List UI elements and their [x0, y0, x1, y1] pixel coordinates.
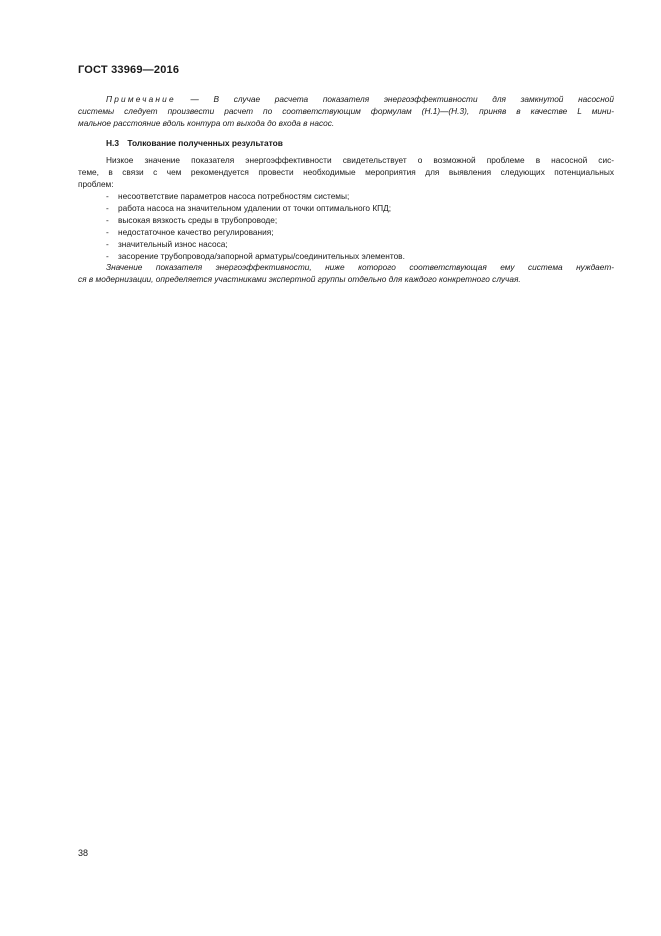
intro-paragraph [78, 155, 614, 190]
list-item [106, 238, 405, 250]
list-marker: - [106, 191, 109, 201]
note-block [78, 94, 614, 129]
page-number: 38 [78, 848, 89, 858]
closing-line-2: ся в модернизации, определяется участниками экспертной группы отдельно для каждого конкретного случая. [78, 273, 521, 284]
list-item [106, 202, 405, 214]
closing-paragraph [78, 262, 614, 286]
list-item [106, 190, 405, 202]
list-item-text: значительный износ насоса; [118, 239, 228, 249]
list-item [106, 250, 405, 262]
list-marker: - [106, 203, 109, 213]
list-item-text: работа насоса на значительном удалении от точки оптимального КПД; [118, 203, 392, 213]
list-item [106, 226, 405, 238]
list-item-text: недостаточное качество регулирования; [118, 227, 274, 237]
section-heading [106, 138, 283, 148]
paragraph-line-3: проблем: [78, 178, 114, 189]
list-marker: - [106, 215, 109, 225]
section-number: Н.3 [106, 138, 120, 148]
list-item-text: высокая вязкость среды в трубопроводе; [118, 215, 278, 225]
list-marker: - [106, 227, 109, 237]
document-header: ГОСТ 33969—2016 [78, 64, 180, 76]
note-line-2: системы следует произвести расчет по соответствующим формулам (Н.1)—(Н.3), приняв в качестве L мини- [78, 105, 614, 116]
list-marker: - [106, 239, 109, 249]
note-text-1: — В случае расчета показателя энергоэффективности для замкнутой насосной [190, 94, 614, 104]
note-line-1 [78, 94, 614, 106]
list-item-text: несоответствие параметров насоса потребностям системы; [118, 191, 350, 201]
section-title: Толкование полученных результатов [127, 138, 283, 148]
note-label: Примечание [106, 94, 176, 104]
list-item [106, 214, 405, 226]
list-item-text: засорение трубопровода/запорной арматуры/соединительных элементов. [118, 251, 405, 261]
problem-list [106, 190, 405, 262]
paragraph-line-2: теме, в связи с чем рекомендуется провести необходимые мероприятия для выявления следующих потенциальных [78, 166, 614, 177]
paragraph-line-1: Низкое значение показателя энергоэффективности свидетельствует о возможной проблеме в насосной сис- [106, 155, 614, 165]
closing-line-1: Значение показателя энергоэффективности, ниже которого соответствующая ему система нуждает- [106, 262, 614, 272]
list-marker: - [106, 251, 109, 261]
note-line-3: мальное расстояние вдоль контура от выхода до входа в насос. [78, 117, 335, 128]
